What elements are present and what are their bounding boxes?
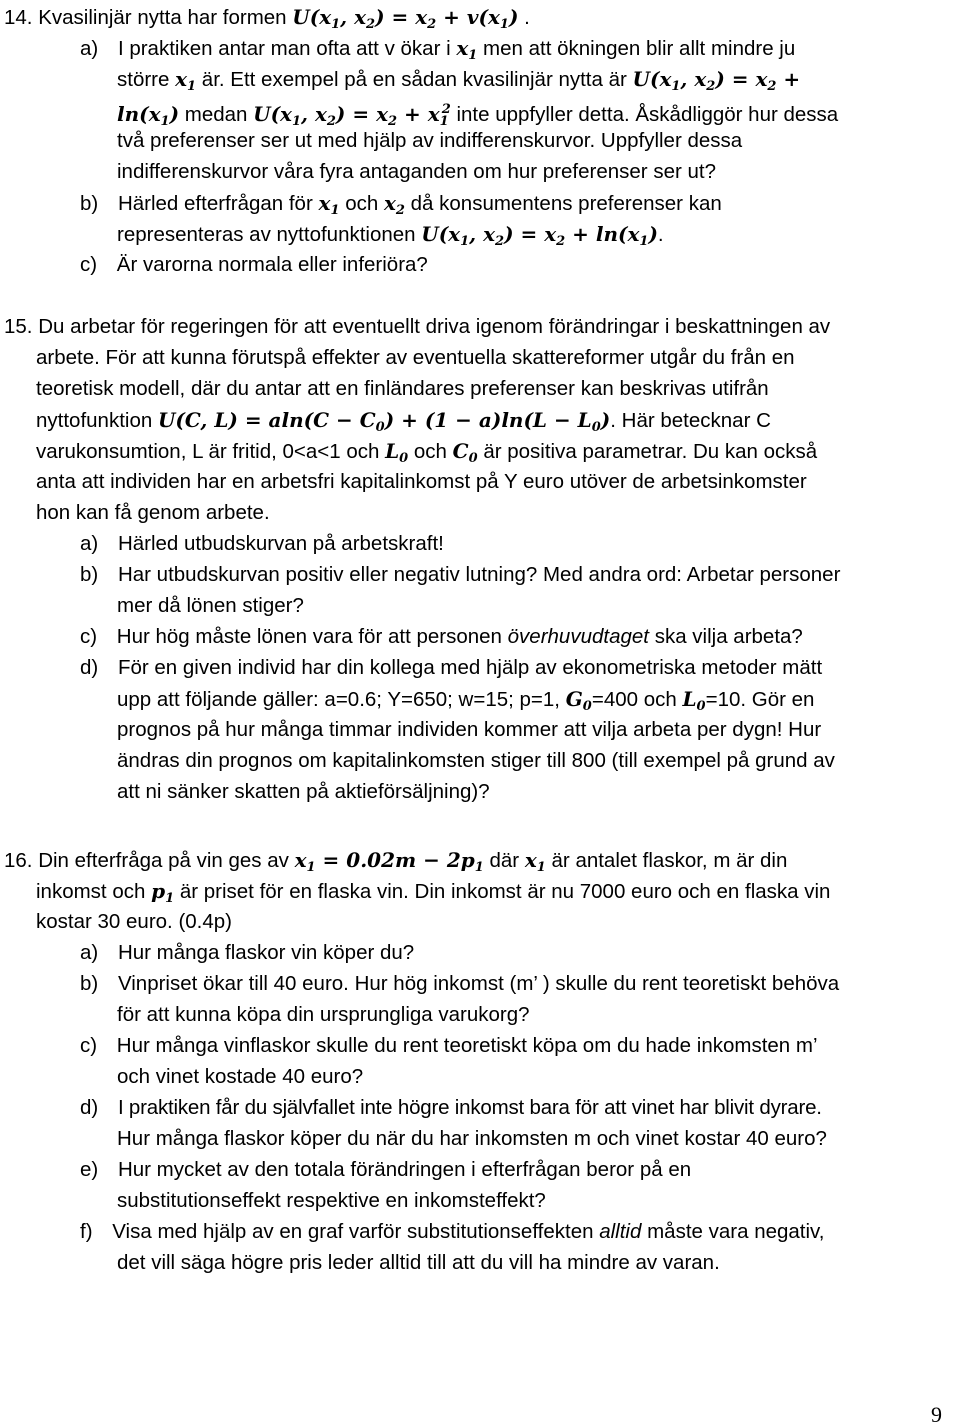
q16c-line-1: c) Hur många vinflaskor skulle du rent teoretiskt köpa om du hade inkomsten m’ (80, 1034, 818, 1057)
q15-number: 15. (4, 315, 33, 338)
q15-utility-formula: U(C, $L) = aln(C - C_0) + (1 - a)\ln(L - L_0)$ (157, 408, 611, 435)
q16b-label: b) (80, 972, 99, 995)
q14-intro: Kvasilinjär nytta har formen (38, 6, 287, 29)
q15b-line-2: mer då lönen stiger? (117, 594, 304, 617)
q15d-line-2: upp att följande gäller: a=0.6; Y=650; w=15; p=1, $G_0=400$ och $L_0=10$. Gör en (117, 687, 815, 714)
q16c-line-2: och vinet kostade 40 euro? (117, 1065, 364, 1088)
q15a-line-1: a) Härled utbudskurvan på arbetskraft! (80, 532, 444, 555)
q14a-line-4: två preferenser ser ut med hjälp av indifferenskurvor. Uppfyller dessa (117, 129, 743, 152)
q14a-line-2: större $x_1$ är. Ett exempel på en sådan kvasilinjär nytta är $U(x_1$, $x_2) = x_2$ + (117, 67, 801, 94)
q15-line-1: 15. Du arbetar för regeringen för att eventuellt driva igenom förändringar i beskattningen av (4, 315, 831, 338)
q15c-label: c) (80, 625, 98, 648)
q16-number: 16. (4, 849, 33, 872)
q15d-line-5: att ni sänker skatten på aktieförsäljning)? (117, 780, 490, 803)
q16e-line-2: substitutionseffekt respektive en inkomsteffekt? (117, 1189, 546, 1212)
q15-line-2: arbete. För att kunna förutspå effekter av eventuella skattereformer utgår du från en (36, 346, 795, 369)
q15b-line-1: b) Har utbudskurvan positiv eller negativ lutning? Med andra ord: Arbetar personer (80, 563, 841, 586)
q16e-label: e) (80, 1158, 99, 1181)
q16d-line-2: Hur många flaskor köper du när du har inkomsten m och vinet kostar 40 euro? (117, 1127, 827, 1150)
q14b-label: b) (80, 192, 99, 215)
q16b-line-1: b) Vinpriset ökar till 40 euro. Hur hög inkomst (m’ ) skulle du rent teoretiskt behöva (80, 972, 840, 995)
q16f-label: f) (80, 1220, 93, 1243)
q14b-line-2: representeras av nyttofunktionen $U(x_1$, $x_2) = x_2 + \ln(x_1)$. (117, 222, 664, 249)
q14b-line-1: b) Härled efterfrågan för $x_1$ och $x_2$ då konsumentens preferenser kan (80, 191, 722, 218)
q16f-line-1: f) Visa med hjälp av en graf varför substitutionseffekten alltid måste vara negativ, (80, 1220, 825, 1243)
q14c-line-1: c) Är varorna normala eller inferiöra? (80, 253, 428, 276)
q15-line-4: nyttofunktion U(C, $L) = aln(C - C_0) + (1 - a)\ln(L - L_0)$. Här betecknar C (36, 408, 771, 435)
q16-line-2: inkomst och $p_1$ är priset för en flaska vin. Din inkomst är nu 7000 euro och en flaska vin (36, 879, 831, 906)
q14c-label: c) (80, 253, 98, 276)
q16f-line-2: det vill säga högre pris leder alltid till att du vill ha mindre av varan. (117, 1251, 720, 1274)
q16-demand-formula: $x_1 = 0.02m - 2p_1$ (294, 848, 484, 875)
q16a-line-1: a) Hur många flaskor vin köper du? (80, 941, 415, 964)
q16-line-1: 16. Din efterfråga på vin ges av $x_1 = 0.02m - 2p_1$ där $x_1$ är antalet flaskor, m är din (4, 848, 788, 875)
q14-number: 14. (4, 6, 33, 29)
q15-line-6: anta att individen har en arbetsfri kapitalinkomst på Y euro utöver de arbetsinkomster (36, 470, 807, 493)
q16d-label: d) (80, 1096, 99, 1119)
q14a-line-1: a) I praktiken antar man ofta att v ökar i $x_1$ men att ökningen blir allt mindre ju (80, 36, 796, 63)
q15c-line-1: c) Hur hög måste lönen vara för att personen överhuvudtaget ska vilja arbeta? (80, 625, 803, 648)
q15d-line-1: d) För en given individ har din kollega med hjälp av ekonometriska metoder mätt (80, 656, 823, 679)
q15-line-5: varukonsumtion, L är fritid, 0<a<1 och $L_0$ och $C_0$ är positiva parametrar. Du kan också (36, 439, 818, 466)
q15d-line-4: ändras din prognos om kapitalinkomsten stiger till 800 (till exempel på grund av (117, 749, 835, 772)
q14a-label: a) (80, 37, 99, 60)
q16d-line-1: d) I praktiken får du självfallet inte högre inkomst bara för att vinet har blivit dyrare. (80, 1096, 822, 1119)
q15d-line-3: prognos på hur många timmar individen kommer att vilja arbeta per dygn! Hur (117, 718, 822, 741)
q16b-line-2: för att kunna köpa din ursprungliga varukorg? (117, 1003, 530, 1026)
page-number: 9 (931, 1402, 942, 1427)
q15d-label: d) (80, 656, 99, 679)
q14-line-1: 14. Kvasilinjär nytta har formen $U(x_1$, $x_2) = x_2 + v(x_1)$ . (4, 5, 530, 32)
q15b-label: b) (80, 563, 99, 586)
q14-formula: $U(x_1$, $x_2) = x_2 + v(x_1)$ (292, 5, 519, 32)
q16-line-3: kostar 30 euro. (0.4p) (36, 910, 232, 933)
q16c-label: c) (80, 1034, 98, 1057)
q15-line-7: hon kan få genom arbete. (36, 501, 270, 524)
q16a-label: a) (80, 941, 99, 964)
q15-line-3: teoretisk modell, där du antar att en finländares preferenser kan beskrivas utifrån (36, 377, 769, 400)
q15a-label: a) (80, 532, 99, 555)
q16e-line-1: e) Hur mycket av den totala förändringen i efterfrågan beror på en (80, 1158, 692, 1181)
q14a-line-5: indifferenskurvor våra fyra antaganden om hur preferenser ser ut? (117, 160, 717, 183)
q14a-line-3: $\ln(x_1)$ medan $U(x_1$, $x_2) = x_2 + x_1^2$ inte uppfyller detta. Åskådliggör hur dessa (117, 102, 839, 129)
